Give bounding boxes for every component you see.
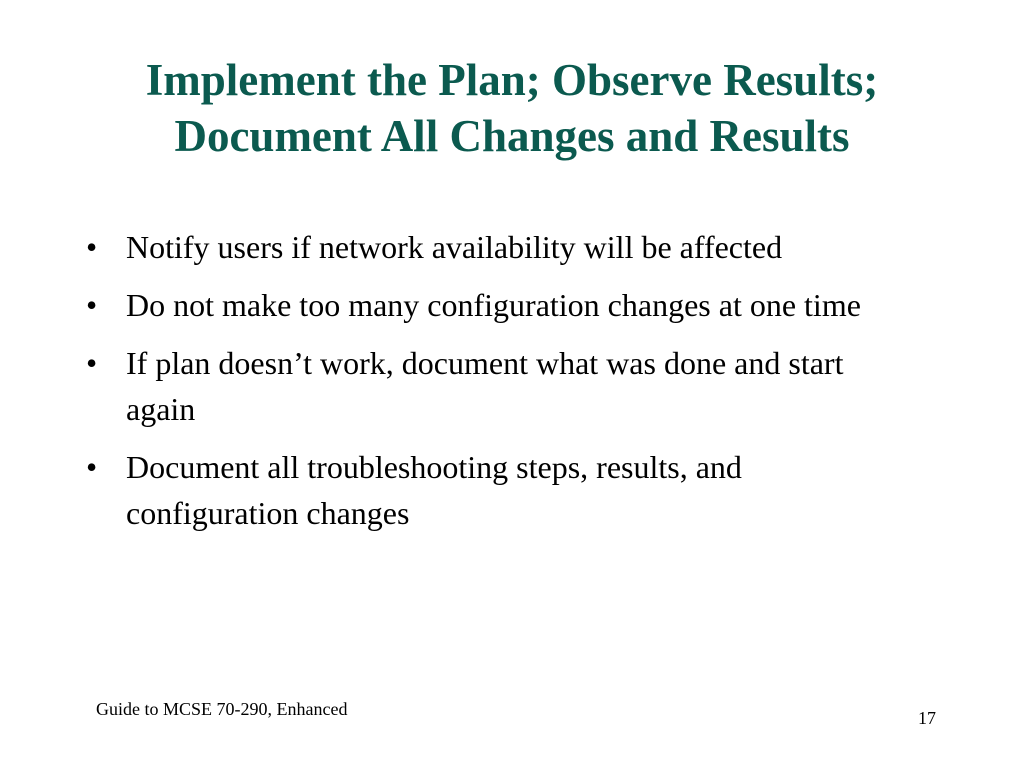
footer-course-title: Guide to MCSE 70-290, Enhanced [96, 699, 348, 719]
bullet-item [86, 340, 916, 432]
slide-title [40, 52, 984, 164]
bullet-text: Notify users if network availability will be affected [126, 229, 783, 265]
bullet-text: If plan doesn’t work, document what was done and start again [126, 345, 844, 427]
bullet-item [86, 444, 916, 536]
bullet-list [86, 224, 916, 548]
slide-number: 17 [918, 708, 936, 728]
bullet-text: Do not make too many configuration changes at one time [126, 287, 861, 323]
bullet-icon: • [86, 229, 98, 265]
bullet-icon: • [86, 345, 98, 381]
slide-title-line-2: Document All Changes and Results [174, 111, 850, 161]
bullet-icon: • [86, 287, 98, 323]
bullet-icon: • [86, 449, 98, 485]
bullet-item [86, 224, 916, 270]
bullet-text: Document all troubleshooting steps, results, and configuration changes [126, 449, 742, 531]
slide-title-line-1: Implement the Plan; Observe Results; [145, 55, 879, 105]
bullet-item [86, 282, 916, 328]
